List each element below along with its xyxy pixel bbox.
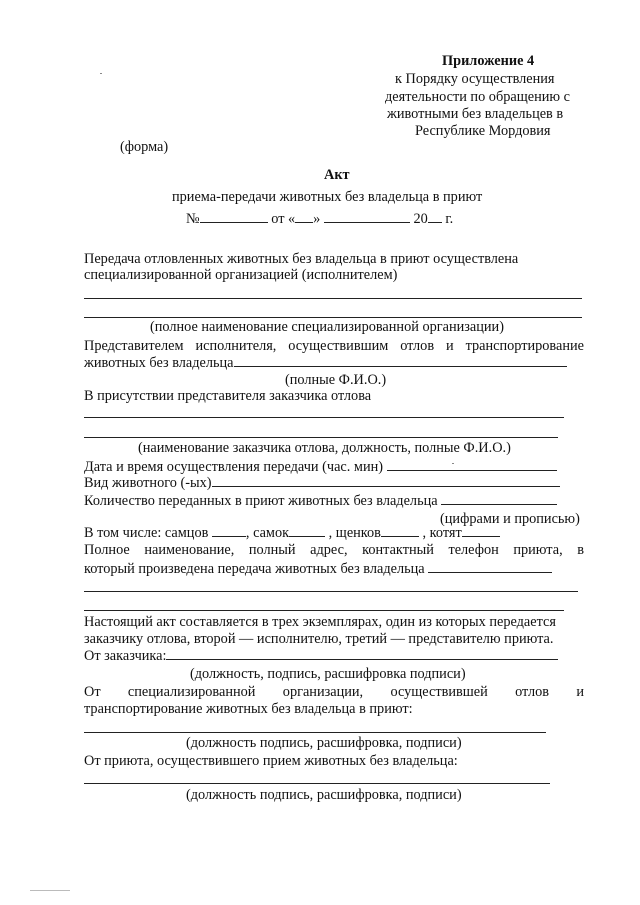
species-line: [84, 474, 560, 491]
shelter-sign-rule: [84, 783, 550, 784]
day-blank: [295, 210, 313, 223]
appendix-title: Приложение 4: [442, 53, 535, 69]
females-label: , самок: [245, 525, 290, 541]
shelter-blank: [428, 560, 552, 573]
species-label: Вид животного (-ых): [84, 475, 212, 491]
shelter-label: который произведена передача животных без владельца: [84, 561, 425, 577]
kittens-blank: [462, 524, 500, 537]
males-label: В том числе: самцов: [84, 525, 209, 541]
representative-line-2: [84, 354, 567, 371]
year-blank: [428, 210, 442, 223]
customer-rule-2: [84, 437, 558, 438]
date-from: от «: [271, 211, 296, 227]
month-blank: [324, 210, 410, 223]
act-number-line: [186, 210, 453, 227]
count-blank: [441, 492, 557, 505]
datetime-blank: [387, 458, 557, 471]
representative-line-1: Представителем исполнителя, осуществившим отлов и транспортирование: [84, 338, 584, 354]
representative-label: животных без владельца: [84, 355, 234, 371]
scan-speck: [452, 463, 454, 464]
count-label: Количество переданных в приют животных без владельца: [84, 493, 438, 509]
customer-sign-blank: [166, 647, 558, 660]
year-suffix: г.: [445, 211, 454, 227]
customer-presence-line: В присутствии представителя заказчика отлова: [84, 388, 372, 404]
quote-close: »: [313, 211, 321, 227]
appendix-line-4: Республике Мордовия: [415, 123, 551, 139]
transfer-line-2: специализированной организацией (исполнителем): [84, 267, 398, 283]
org-name-caption: (полное наименование специализированной организации): [150, 319, 504, 335]
count-line: [84, 492, 557, 509]
kittens-label: , котят: [422, 525, 462, 541]
number-prefix: №: [186, 211, 200, 227]
representative-blank: [234, 354, 567, 367]
form-label: (форма): [120, 139, 169, 155]
number-blank: [200, 210, 268, 223]
shelter-sign-line: От приюта, осуществившего прием животных без владельца:: [84, 753, 458, 769]
copies-line-1: Настоящий акт составляется в трех экземплярах, один из которых передается: [84, 614, 556, 630]
org-name-rule-1: [84, 298, 582, 299]
datetime-line: [84, 458, 557, 475]
males-blank: [212, 524, 246, 537]
scan-speck: [100, 73, 102, 74]
org-name-rule-2: [84, 317, 582, 318]
copies-line-2: заказчику отлова, второй — исполнителю, третий — представителю приюта.: [84, 631, 554, 647]
species-blank: [212, 474, 560, 487]
org-sign-rule: [84, 732, 546, 733]
appendix-line-3: животными без владельцев в: [387, 106, 564, 122]
customer-rule-1: [84, 417, 564, 418]
datetime-label: Дата и время осуществления передачи (час. мин): [84, 459, 384, 475]
representative-caption: (полные Ф.И.О.): [285, 372, 387, 388]
females-blank: [289, 524, 325, 537]
org-sign-caption: (должность подпись, расшифровка, подписи): [186, 735, 462, 751]
org-sign-line-2: транспортирование животных без владельца в приют:: [84, 701, 413, 717]
act-title: Акт: [324, 167, 350, 183]
appendix-line-2: деятельности по обращению с: [385, 89, 570, 105]
act-subtitle: приема-передачи животных без владельца в приют: [172, 189, 483, 205]
appendix-line-1: к Порядку осуществления: [395, 71, 555, 87]
shelter-rule-2: [84, 610, 564, 611]
shelter-line-2: [84, 560, 552, 577]
count-caption: (цифрами и прописью): [440, 511, 580, 527]
customer-caption: (наименование заказчика отлова, должность, полные Ф.И.О.): [138, 440, 511, 456]
including-line: [84, 524, 500, 541]
scan-edge-mark: [30, 890, 70, 891]
puppies-label: , щенков: [328, 525, 381, 541]
puppies-blank: [381, 524, 419, 537]
transfer-line-1: Передача отловленных животных без владельца в приют осуществлена: [84, 251, 519, 267]
customer-sign-caption: (должность, подпись, расшифровка подписи): [190, 666, 466, 682]
shelter-sign-caption: (должность подпись, расшифровка, подписи): [186, 787, 462, 803]
shelter-line-1: Полное наименование, полный адрес, контактный телефон приюта, в: [84, 542, 584, 558]
customer-sign-label: От заказчика:: [84, 648, 167, 664]
year-prefix: 20: [413, 211, 428, 227]
shelter-rule-1: [84, 591, 578, 592]
customer-sign-line: [84, 647, 558, 664]
org-sign-line-1: От специализированной организации, осуществившей отлов и: [84, 684, 584, 700]
